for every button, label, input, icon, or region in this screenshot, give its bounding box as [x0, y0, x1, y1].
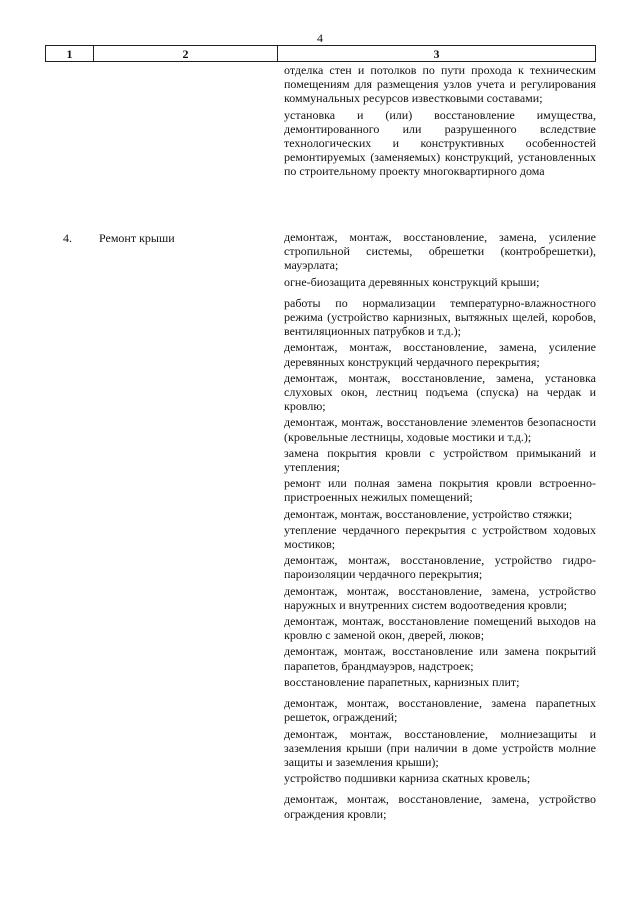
work-item: демонтаж, монтаж, восстановление, устройство гидро-пароизоляции чердачного перекрытия;: [284, 553, 596, 582]
table-header-col-1: 1: [46, 46, 94, 61]
work-item: демонтаж, монтаж, восстановление или замена покрытий парапетов, брандмауэров, надстроек;: [284, 644, 596, 673]
table-header-col-2: 2: [94, 46, 278, 61]
work-item: демонтаж, монтаж, восстановление, устройство стяжки;: [284, 506, 573, 521]
work-item: демонтаж, монтаж, восстановление, молниезащиты и заземления крыши (при наличии в доме устройств молние защиты и заземления крыши);: [284, 726, 596, 769]
row-title: Ремонт крыши: [99, 231, 175, 245]
work-item: ремонт или полная замена покрытия кровли встроенно-пристроенных нежилых помещений;: [284, 476, 596, 505]
work-item: отделка стен и потолков по пути прохода к техническим помещениям для размещения узлов учета и регулирования коммунальных ресурсов известковыми составами;: [284, 63, 596, 106]
work-item: установка и (или) восстановление имущества, демонтированного или разрушенного вследствие технологических и конструктивных особенностей ремонтируемых (заменяемых) конструкций, установленных по строительному проекту многоквартирного дома: [284, 107, 596, 179]
work-item: утепление чердачного перекрытия с устройством ходовых мостиков;: [284, 522, 596, 552]
work-item: восстановление парапетных, карнизных плит;: [284, 674, 520, 689]
work-item: демонтаж, монтаж, восстановление, замена, устройство наружных и внутренних систем водоотведения кровли;: [284, 583, 596, 612]
work-item: демонтаж, монтаж, восстановление, замена, устройство ограждения кровли;: [284, 792, 596, 821]
work-item: демонтаж, монтаж, восстановление элементов безопасности (кровельные лестницы, ходовые мостики и т.д.);: [284, 415, 596, 444]
work-item: замена покрытия кровли с устройством примыканий и утепления;: [284, 445, 596, 475]
work-item: огне-биозащита деревянных конструкций крыши;: [284, 274, 540, 289]
work-item: демонтаж, монтаж, восстановление, замена, усиление деревянных конструкций чердачного перекрытия;: [284, 340, 596, 369]
roof-works-list: [284, 230, 596, 821]
work-item: демонтаж, монтаж, восстановление, замена парапетных решеток, ограждений;: [284, 696, 596, 725]
row-number: 4.: [63, 231, 72, 245]
page-number: 4: [317, 31, 323, 45]
table-header-col-3: 3: [433, 46, 440, 61]
table-header-row: [45, 45, 596, 62]
work-item: демонтаж, монтаж, восстановление помещений выходов на кровлю с заменой окон, дверей, люков;: [284, 614, 596, 643]
work-item: устройство подшивки карниза скатных кровель;: [284, 771, 531, 786]
work-item: демонтаж, монтаж, восстановление, замена, усиление стропильной системы, обрешетки (контробрешетки), мауэрлата;: [284, 230, 596, 273]
work-item: работы по нормализации температурно-влажностного режима (устройство карнизных, вытяжных щелей, коробов, вентиляционных патрубков и т.д.);: [284, 295, 596, 339]
continued-works-list: [284, 63, 596, 179]
work-item: демонтаж, монтаж, восстановление, замена, установка слуховых окон, лестниц подъема (спуска) на чердак и кровлю;: [284, 370, 596, 414]
